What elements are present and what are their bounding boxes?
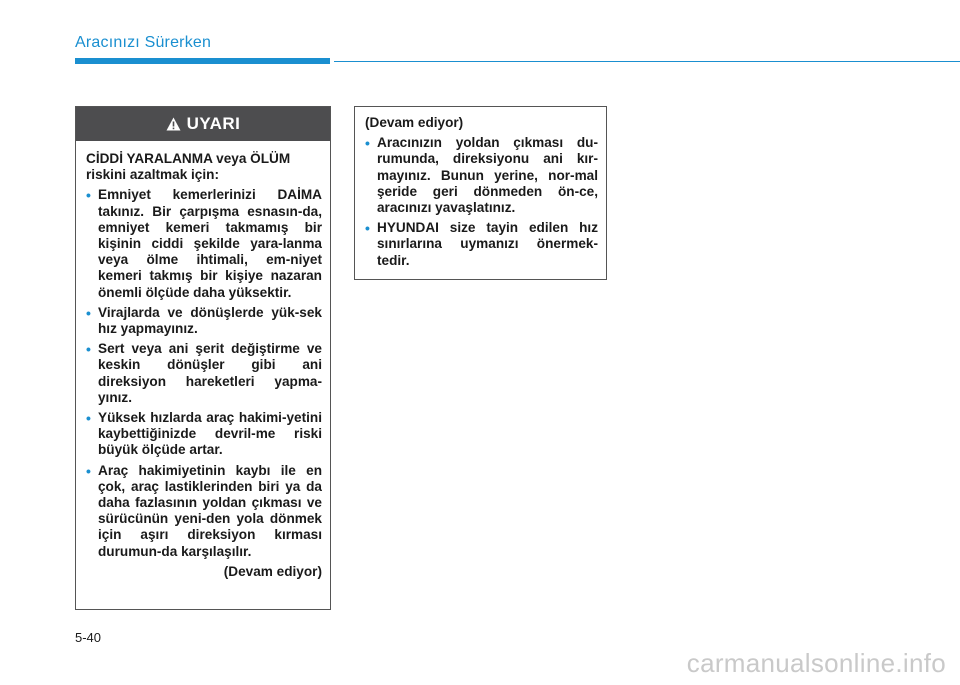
bullet-dot-icon: •	[86, 462, 91, 479]
continued-note: (Devam ediyor)	[223, 563, 322, 579]
list-item: • Araç hakimiyetinin kaybı ile en çok, araç lastiklerinden biri ya da daha fazlasının yoldan çıkması ve sürücünün yeni-den yola dönmek için aşırı direksiyon kırması durumun-da karşılaşılır.	[86, 462, 322, 559]
continued-body	[355, 107, 606, 269]
bullet-dot-icon: •	[86, 304, 91, 321]
section-title: Aracınızı Sürerken	[75, 34, 212, 51]
warning-body	[76, 141, 330, 580]
bullet-dot-icon: •	[86, 187, 91, 204]
warning-box	[75, 106, 331, 610]
list-item: • HYUNDAI size tayin edilen hız sınırlarına uymanızı önermek-tedir.	[365, 220, 598, 268]
watermark: carmanualsonline.info	[686, 648, 946, 678]
continued-list	[365, 135, 598, 269]
warning-label: UYARI	[186, 114, 241, 133]
bullet-dot-icon: •	[365, 220, 370, 237]
warning-list	[86, 187, 322, 559]
list-item: • Aracınızın yoldan çıkması du-rumunda, direksiyonu ani kır-mayınız. Bunun yerine, nor-mal şeride geri dönmeden ön-ce, aracınızı yavaşlatınız.	[365, 135, 598, 216]
warning-header	[76, 107, 330, 141]
list-item: • Virajlarda ve dönüşlerde yük-sek hız yapmayınız.	[86, 304, 322, 337]
header-rule-thick	[75, 58, 330, 64]
warning-intro: CİDDİ YARALANMA veya ÖLÜM riskini azaltmak için:	[86, 151, 291, 183]
bullet-dot-icon: •	[86, 410, 91, 427]
continued-box	[354, 106, 607, 280]
list-item: • Emniyet kemerlerinizi DAİMA takınız. Bir çarpışma esnasın-da, emniyet kemeri takmamış bir kişinin ciddi şekilde yara-lanma veya ölme ihtimali, em-niyet kemeri takmış bir kişiye nazaran önemli ölçüde daha yüksektir.	[86, 187, 322, 300]
page-number: 5-40	[75, 630, 102, 645]
header-rule-thin	[334, 61, 960, 62]
list-item: • Yüksek hızlarda araç hakimi-yetini kaybettiğinizde devril-me riski büyük ölçüde artar.	[86, 410, 322, 458]
warning-triangle-icon	[166, 117, 181, 131]
bullet-dot-icon: •	[365, 135, 370, 152]
list-item: • Sert veya ani şerit değiştirme ve keskin dönüşler gibi ani direksiyon hareketleri yapma-yınız.	[86, 341, 322, 405]
continued-heading: (Devam ediyor)	[365, 115, 464, 130]
bullet-dot-icon: •	[86, 341, 91, 358]
